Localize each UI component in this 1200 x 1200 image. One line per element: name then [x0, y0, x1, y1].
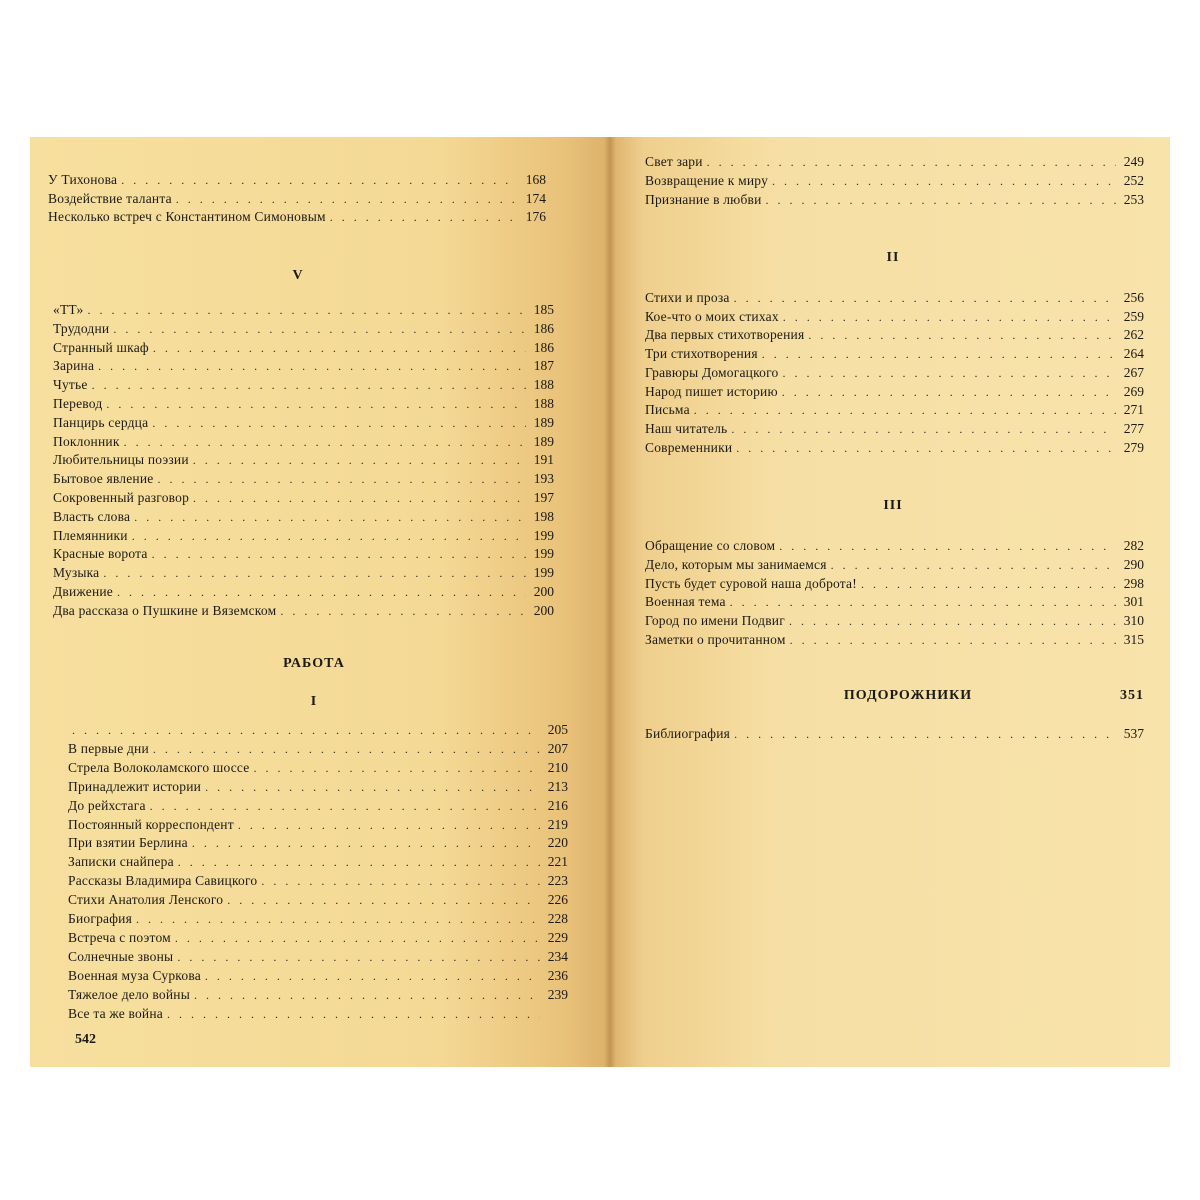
toc-entry-title: До рейхстага	[68, 797, 146, 813]
toc-entry-title: Встреча с поэтом	[68, 929, 171, 945]
toc-entry-page: 185	[533, 302, 554, 317]
toc-entry	[68, 720, 568, 740]
toc-dot-leader	[87, 300, 526, 320]
toc-entry-title: Признание в любви	[645, 192, 762, 207]
toc-entry-page: 200	[533, 602, 554, 618]
toc-dot-leader	[238, 815, 540, 835]
toc-entry	[645, 400, 1144, 420]
toc-dot-leader	[152, 413, 526, 433]
toc-entry	[645, 555, 1144, 575]
toc-entry-page: 315	[1123, 632, 1144, 647]
toc-dot-leader	[694, 400, 1116, 420]
toc-dot-leader	[157, 469, 526, 489]
toc-entry-title: Все та же война	[68, 1005, 163, 1021]
toc-entry	[645, 152, 1144, 172]
toc-entry-page: 221	[547, 854, 568, 870]
toc-entry-page: 168	[525, 172, 546, 187]
toc-entry	[68, 909, 568, 929]
toc-entry	[68, 739, 568, 759]
toc-entry	[53, 338, 554, 358]
toc-entry-page: 220	[547, 835, 568, 851]
toc-dot-leader	[736, 438, 1116, 458]
toc-entry	[645, 325, 1144, 345]
toc-entry	[645, 171, 1144, 191]
toc-entry-title: Возвращение к миру	[645, 173, 769, 188]
toc-entry-page: 213	[547, 778, 568, 794]
toc-entry	[645, 611, 1144, 631]
toc-entry-page: 176	[525, 209, 546, 224]
toc-entry	[53, 488, 554, 508]
toc-entry-title: Дело, которым мы занимаемся	[645, 556, 827, 572]
toc-entry-page: 229	[547, 929, 568, 945]
toc-entry	[53, 507, 554, 527]
toc-entry-page: 189	[533, 414, 554, 430]
toc-dot-leader	[227, 890, 540, 910]
toc-entry-page: 249	[1123, 154, 1144, 169]
toc-entry-title: Постоянный корреспондент	[68, 816, 234, 832]
toc-entry	[53, 300, 554, 320]
section-heading: II	[886, 250, 900, 265]
toc-entry-page: 200	[533, 584, 554, 599]
toc-entry-title: Гравюры Домогацкого	[645, 364, 779, 380]
toc-entry-title: Несколько встреч с Константином Симоновым	[48, 209, 326, 224]
toc-entry	[48, 189, 546, 209]
toc-dot-leader	[253, 758, 540, 778]
toc-entry-title: Военная тема	[645, 594, 726, 610]
toc-dot-leader	[192, 833, 540, 853]
toc-dot-leader	[113, 319, 526, 339]
toc-dot-leader	[707, 152, 1116, 172]
toc-entry	[68, 758, 568, 778]
toc-entry-page: 301	[1123, 594, 1144, 610]
toc-entry-page: 199	[533, 546, 554, 562]
toc-entry-page: 186	[533, 339, 554, 355]
toc-dot-leader	[178, 852, 540, 872]
toc-entry	[68, 928, 568, 948]
toc-dot-leader	[134, 507, 526, 527]
toc-entry-page: 187	[533, 358, 554, 374]
toc-entry-page: 269	[1123, 383, 1144, 399]
toc-dot-leader	[782, 363, 1116, 383]
toc-entry-title: Зарина	[53, 358, 95, 374]
toc-entry	[645, 344, 1144, 364]
toc-dot-leader	[782, 382, 1116, 402]
toc-entry	[645, 574, 1144, 594]
toc-dot-leader	[280, 601, 526, 621]
toc-entry-page: 205	[547, 722, 568, 737]
toc-dot-leader	[789, 611, 1116, 631]
book-gutter	[604, 137, 616, 1067]
toc-entry-title: Панцирь сердца	[53, 414, 149, 430]
toc-entry	[645, 190, 1144, 210]
toc-entry	[645, 382, 1144, 402]
toc-entry-title: Солнечные звоны	[68, 948, 174, 964]
toc-dot-leader	[734, 724, 1116, 744]
toc-entry	[53, 526, 554, 546]
toc-entry-page: 210	[547, 759, 568, 775]
toc-dot-leader	[176, 189, 518, 209]
toc-dot-leader	[779, 536, 1116, 556]
toc-entry	[53, 319, 554, 339]
toc-dot-leader	[193, 450, 526, 470]
toc-entry-title: Стихи Анатолия Ленского	[68, 892, 224, 908]
toc-entry-title: Наш читатель	[645, 420, 728, 436]
toc-entry-title: Пусть будет суровой наша доброта!	[645, 575, 857, 591]
toc-entry	[68, 796, 568, 816]
toc-entry	[68, 833, 568, 853]
toc-entry	[53, 375, 554, 395]
toc-dot-leader	[193, 488, 526, 508]
toc-entry	[68, 985, 568, 1005]
toc-dot-leader	[808, 325, 1116, 345]
toc-entry-title: Письма	[645, 402, 690, 418]
toc-dot-leader	[103, 563, 526, 583]
toc-dot-leader	[261, 871, 540, 891]
toc-dot-leader	[132, 526, 526, 546]
page-number: 542	[75, 1032, 96, 1047]
toc-entry-page: 216	[547, 797, 568, 813]
toc-dot-leader	[106, 394, 526, 414]
toc-dot-leader	[205, 777, 540, 797]
toc-dot-leader	[177, 947, 540, 967]
section-heading: V	[292, 268, 304, 283]
toc-entry	[48, 170, 546, 190]
toc-entry-page: 219	[547, 816, 568, 832]
toc-entry	[53, 601, 554, 621]
toc-entry-page: 264	[1123, 346, 1144, 362]
toc-entry	[68, 947, 568, 967]
toc-entry-page: 298	[1123, 575, 1144, 591]
toc-entry	[645, 438, 1144, 458]
toc-dot-leader	[772, 171, 1116, 191]
toc-dot-leader	[731, 419, 1116, 439]
toc-dot-leader	[121, 170, 518, 190]
toc-entry-title: Красные ворота	[53, 546, 148, 562]
toc-entry-page: 256	[1123, 290, 1144, 305]
toc-entry-title: Записки снайпера	[68, 854, 174, 870]
toc-entry	[645, 724, 1144, 744]
toc-entry-page: 279	[1123, 439, 1144, 455]
toc-entry-page: 199	[533, 565, 554, 581]
toc-entry-page: 236	[547, 967, 568, 983]
toc-entry-title: Свет зари	[645, 154, 703, 169]
toc-dot-leader	[167, 1004, 540, 1024]
toc-entry-page: 290	[1123, 556, 1144, 572]
toc-entry-title: Трудодни	[53, 320, 110, 336]
toc-entry	[68, 871, 568, 891]
toc-entry-page: 188	[533, 396, 554, 411]
toc-entry	[48, 207, 546, 227]
toc-entry-title: Три стихотворения	[645, 346, 758, 362]
toc-entry-title: Стихи и проза	[645, 290, 730, 305]
toc-entry	[645, 288, 1144, 308]
toc-dot-leader	[152, 544, 526, 564]
toc-dot-leader	[72, 720, 540, 740]
toc-entry-title: Странный шкаф	[53, 339, 149, 355]
toc-entry-page: 271	[1123, 402, 1144, 418]
toc-entry-title: Кое-что о моих стихах	[645, 308, 779, 324]
toc-entry-title: Военная муза Суркова	[68, 967, 201, 983]
toc-entry-page: 191	[533, 452, 554, 468]
toc-dot-leader	[194, 985, 540, 1005]
toc-dot-leader	[730, 592, 1116, 612]
toc-entry-page: 228	[547, 911, 568, 926]
toc-entry-page: 234	[547, 948, 568, 964]
toc-entry-page: 537	[1123, 726, 1144, 741]
toc-entry-title: Город по имени Подвиг	[645, 613, 785, 629]
toc-entry	[53, 582, 554, 602]
toc-entry-title: Перевод	[53, 396, 103, 411]
toc-dot-leader	[153, 739, 540, 759]
toc-entry-title: Обращение со словом	[645, 538, 776, 553]
toc-dot-leader	[136, 909, 540, 929]
toc-entry-page: 252	[1123, 173, 1144, 188]
toc-entry-title: Власть слова	[53, 508, 131, 524]
toc-entry-title: Два рассказа о Пушкине и Вяземском	[53, 602, 277, 618]
toc-entry-page: 198	[533, 508, 554, 524]
toc-entry-page: 207	[547, 740, 568, 756]
toc-entry	[53, 563, 554, 583]
toc-entry	[68, 815, 568, 835]
toc-entry-title: Тяжелое дело войны	[68, 986, 190, 1002]
toc-entry	[68, 890, 568, 910]
toc-entry-title: Движение	[53, 584, 113, 599]
toc-dot-leader	[330, 207, 518, 227]
toc-entry	[68, 966, 568, 986]
toc-dot-leader	[831, 555, 1116, 575]
toc-entry	[53, 432, 554, 452]
toc-dot-leader	[734, 288, 1116, 308]
toc-entry-page: 189	[533, 433, 554, 449]
toc-dot-leader	[762, 344, 1116, 364]
toc-entry	[645, 363, 1144, 383]
toc-entry-page: 188	[533, 377, 554, 393]
toc-entry	[68, 852, 568, 872]
part-heading: РАБОТА	[283, 656, 345, 671]
toc-entry-title: Принадлежит истории	[68, 778, 202, 794]
toc-dot-leader	[150, 796, 540, 816]
toc-entry-page: 282	[1123, 538, 1144, 553]
toc-entry-title: Племянники	[53, 527, 128, 543]
toc-dot-leader	[153, 338, 526, 358]
toc-entry-title: Стрела Волоколамского шоссе	[68, 759, 250, 775]
toc-entry-title: У Тихонова	[48, 172, 118, 187]
toc-entry	[645, 592, 1144, 612]
toc-entry	[68, 777, 568, 797]
toc-entry-title: Рассказы Владимира Савицкого	[68, 873, 258, 889]
section-heading: I	[310, 694, 318, 709]
toc-entry-page: 197	[533, 490, 554, 505]
toc-entry	[53, 394, 554, 414]
toc-entry	[53, 544, 554, 564]
toc-entry-page: 267	[1123, 364, 1144, 380]
toc-entry	[53, 413, 554, 433]
toc-entry-page: 186	[533, 320, 554, 336]
toc-dot-leader	[117, 582, 526, 602]
toc-entry-title: «ТТ»	[53, 302, 84, 317]
toc-entry-title: Два первых стихотворения	[645, 327, 805, 343]
toc-entry-title: Поклонник	[53, 433, 120, 449]
toc-dot-leader	[861, 574, 1116, 594]
toc-entry-page: 193	[533, 471, 554, 487]
toc-dot-leader	[98, 356, 526, 376]
toc-entry-title: Современники	[645, 439, 733, 455]
toc-entry-title: Библиография	[645, 726, 731, 741]
toc-dot-leader	[124, 432, 526, 452]
toc-dot-leader	[175, 928, 540, 948]
toc-entry-title: При взятии Берлина	[68, 835, 188, 851]
toc-entry-page: 226	[547, 892, 568, 908]
section-podorozhniki-page: 351	[1120, 688, 1144, 703]
toc-entry	[68, 1004, 568, 1024]
toc-dot-leader	[766, 190, 1116, 210]
toc-entry-page: 223	[547, 873, 568, 889]
toc-entry-page: 199	[533, 527, 554, 543]
toc-entry	[53, 356, 554, 376]
toc-entry-title: Заметки о прочитанном	[645, 632, 786, 647]
toc-entry	[645, 630, 1144, 650]
section-podorozhniki-title: ПОДОРОЖНИКИ	[843, 688, 973, 703]
toc-entry-title: Воздействие таланта	[48, 190, 172, 206]
toc-entry-page: 239	[547, 986, 568, 1002]
toc-entry-page: 259	[1123, 308, 1144, 324]
section-heading: III	[883, 498, 903, 513]
toc-dot-leader	[92, 375, 526, 395]
toc-entry	[645, 307, 1144, 327]
toc-dot-leader	[205, 966, 540, 986]
toc-entry-title: Любительницы поэзии	[53, 452, 189, 468]
toc-entry	[645, 419, 1144, 439]
toc-entry-title: Сокровенный разговор	[53, 490, 190, 505]
toc-entry	[645, 536, 1144, 556]
toc-entry-page: 310	[1123, 613, 1144, 629]
toc-entry	[53, 450, 554, 470]
toc-entry-page: 174	[525, 190, 546, 206]
toc-entry-title: Биография	[68, 911, 132, 926]
toc-dot-leader	[790, 630, 1116, 650]
toc-dot-leader	[783, 307, 1116, 327]
toc-entry	[53, 469, 554, 489]
toc-entry-page: 277	[1123, 420, 1144, 436]
toc-entry-title: Музыка	[53, 565, 100, 581]
toc-entry-title: Бытовое явление	[53, 471, 154, 487]
toc-entry-title: В первые дни	[68, 740, 149, 756]
toc-entry-title: Народ пишет историю	[645, 383, 778, 399]
toc-entry-page: 253	[1123, 192, 1144, 207]
toc-entry-title: Чутье	[53, 377, 88, 393]
toc-entry-page: 262	[1123, 327, 1144, 343]
